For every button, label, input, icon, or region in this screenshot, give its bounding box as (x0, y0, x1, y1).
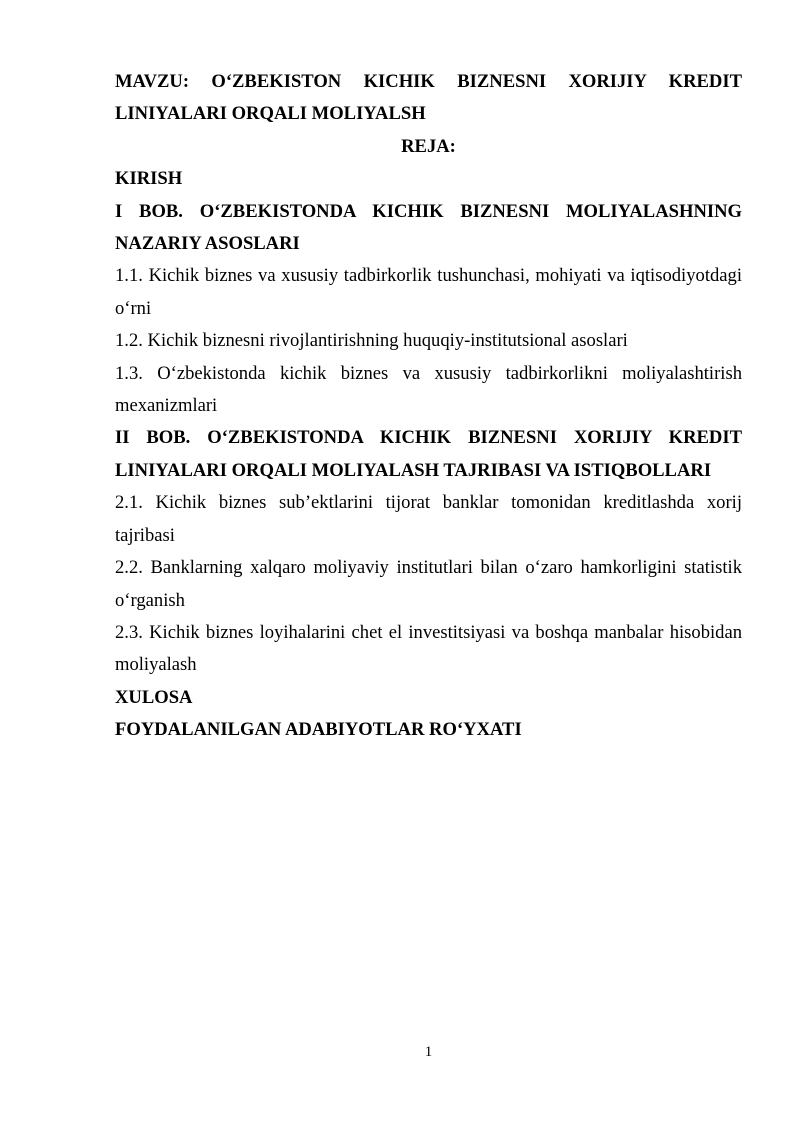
document-title: MAVZU: O‘ZBEKISTON KICHIK BIZNESNI XORIJIY KREDIT LINIYALARI ORQALI MOLIYALSH (115, 71, 742, 125)
outline-item-2-1: 2.1. Kichik biznes sub’ektlarini tijorat banklar tomonidan kreditlashda xorij tajribasi (115, 492, 742, 546)
outline-item-1-2: 1.2. Kichik biznesni rivojlantirishning huquqiy-institutsional asoslari (115, 330, 628, 352)
outline-item-2-2: 2.2. Banklarning xalqaro moliyaviy institutlari bilan o‘zaro hamkorligini statistik o‘rganish (115, 557, 742, 611)
outline-item-chapter-1: I BOB. O‘ZBEKISTONDA KICHIK BIZNESNI MOLIYALASHNING NAZARIY ASOSLARI (115, 200, 742, 255)
outline-item-1-3: 1.3. O‘zbekistonda kichik biznes va xususiy tadbirkorlikni moliyalashtirish mexanizmlari (115, 362, 742, 417)
outline-item-references: FOYDALANILGAN ADABIYOTLAR RO‘YXATI (115, 719, 522, 741)
document-body (115, 66, 742, 747)
outline-item-kirish: KIRISH (115, 168, 183, 190)
outline-item-chapter-2: II BOB. O‘ZBEKISTONDA KICHIK BIZNESNI XORIJIY KREDIT LINIYALARI ORQALI MOLIYALASH TAJRIBASI VA ISTIQBOLLARI (115, 427, 742, 481)
outline-item-1-1: 1.1. Kichik biznes va xususiy tadbirkorlik tushunchasi, mohiyati va iqtisodiyotdagi o‘rni (115, 265, 742, 319)
outline-item-xulosa: XULOSA (115, 686, 193, 708)
outline-item-2-3: 2.3. Kichik biznes loyihalarini chet el investitsiyasi va boshqa manbalar hisobidan moliyalash (115, 621, 742, 676)
page-number: 1 (424, 1044, 433, 1060)
plan-heading: REJA: (401, 135, 456, 157)
